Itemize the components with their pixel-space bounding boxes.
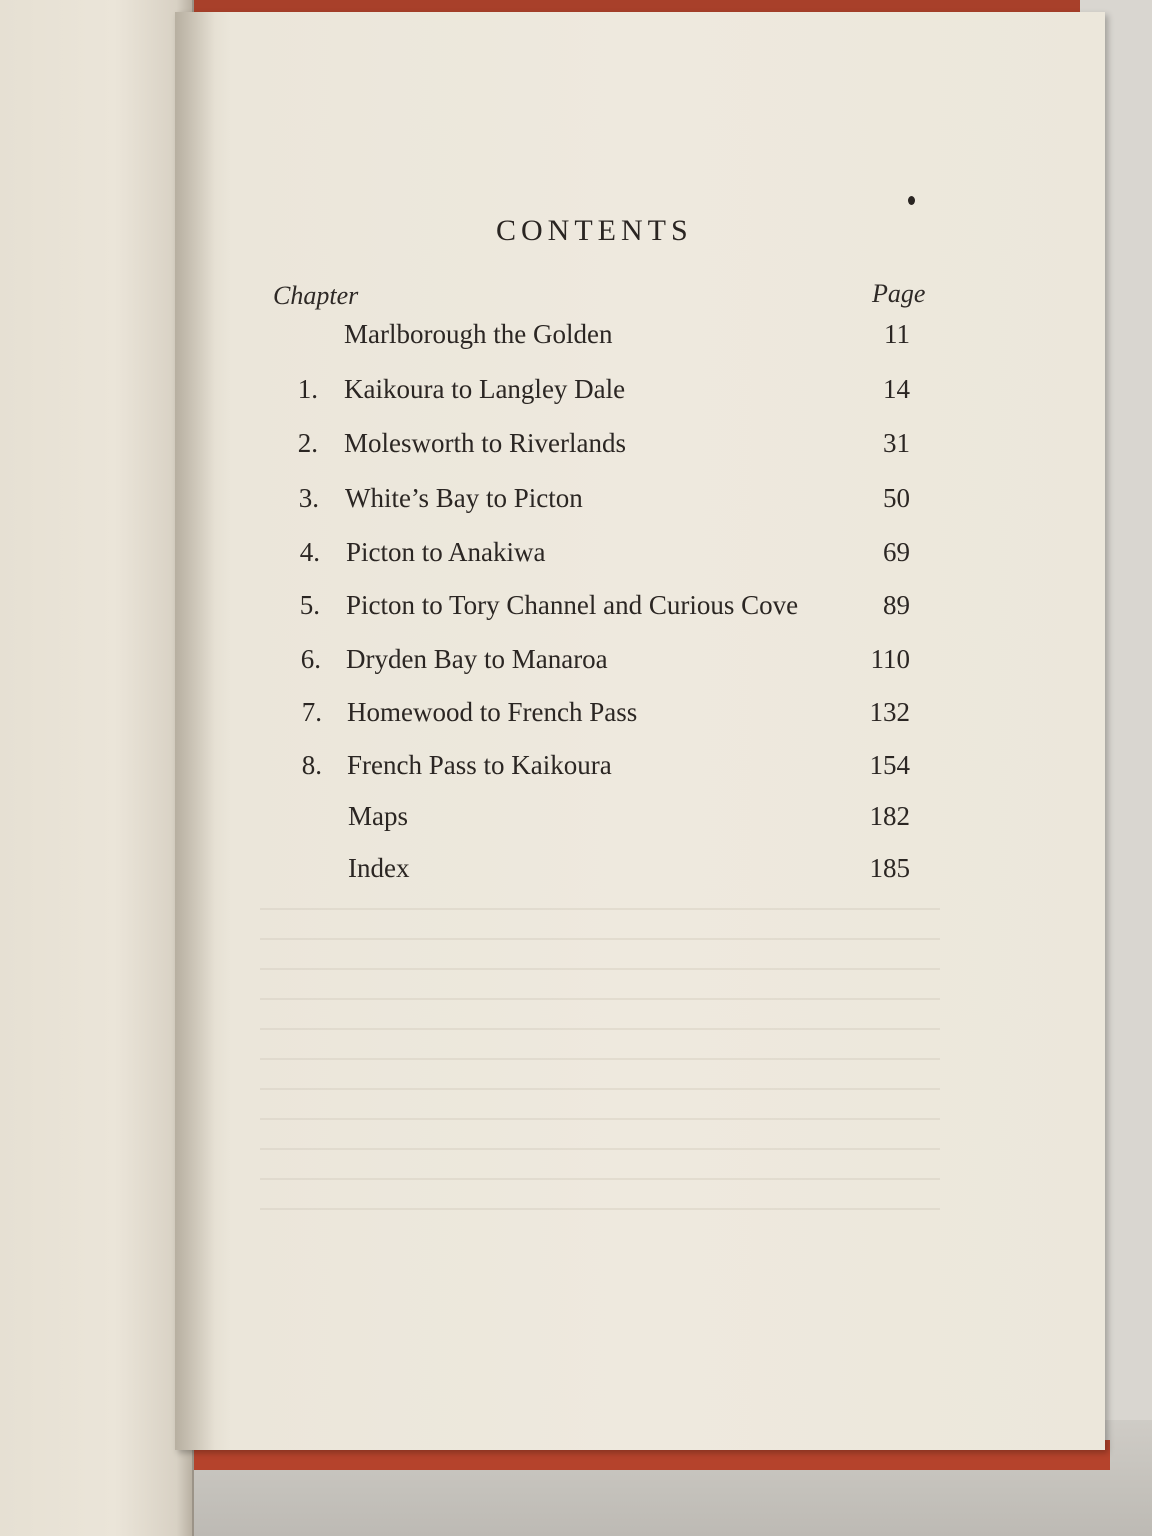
chapter-title: Picton to Anakiwa: [346, 537, 546, 567]
chapter-title: Index: [348, 853, 410, 883]
chapter-number: 5.: [299, 590, 320, 620]
page-number: 69: [883, 537, 910, 567]
chapter-number: 8.: [301, 750, 322, 780]
toc-entry: [0, 374, 1152, 414]
chapter-number: 4.: [299, 537, 320, 567]
page-number: 14: [883, 374, 910, 404]
chapter-title: White’s Bay to Picton: [345, 483, 583, 513]
chapter-title: Picton to Tory Channel and Curious Cove: [346, 590, 799, 620]
chapter-title: Maps: [348, 801, 408, 831]
page-number: 185: [869, 853, 910, 883]
chapter-title: Marlborough the Golden: [344, 319, 613, 349]
show-through-text: [260, 880, 940, 1260]
toc-entry: [0, 590, 1152, 630]
toc-entry: [0, 428, 1152, 468]
page-number: 154: [869, 750, 910, 780]
toc-entry: [0, 750, 1152, 790]
ink-mark: [908, 196, 915, 205]
chapter-number: 2.: [297, 428, 318, 458]
chapter-title: Homewood to French Pass: [347, 697, 638, 727]
page-number: 89: [883, 590, 910, 620]
toc-entry: [0, 801, 1152, 841]
page-number: 132: [869, 697, 910, 727]
toc-entry: [0, 483, 1152, 523]
chapter-title: Dryden Bay to Manaroa: [346, 644, 608, 674]
page-number: 182: [869, 801, 910, 831]
toc-entry: [0, 537, 1152, 577]
chapter-title: Kaikoura to Langley Dale: [344, 374, 626, 404]
page-number: 110: [870, 644, 910, 674]
page-number: 50: [883, 483, 910, 513]
chapter-title: French Pass to Kaikoura: [347, 750, 612, 780]
contents-heading: CONTENTS: [496, 214, 693, 247]
toc-entry: [0, 644, 1152, 684]
chapter-number: 1.: [297, 374, 318, 404]
page-number: 31: [883, 428, 910, 458]
chapter-number: 6.: [300, 644, 321, 674]
page-number: 11: [884, 319, 910, 349]
chapter-number: 3.: [298, 483, 319, 513]
toc-entry: [0, 853, 1152, 893]
chapter-title: Molesworth to Riverlands: [344, 428, 626, 458]
toc-entry: [0, 697, 1152, 737]
chapter-number: 7.: [301, 697, 322, 727]
page-column-label: Page: [872, 279, 926, 308]
chapter-column-label: Chapter: [273, 281, 359, 310]
toc-entry: [0, 319, 1152, 359]
